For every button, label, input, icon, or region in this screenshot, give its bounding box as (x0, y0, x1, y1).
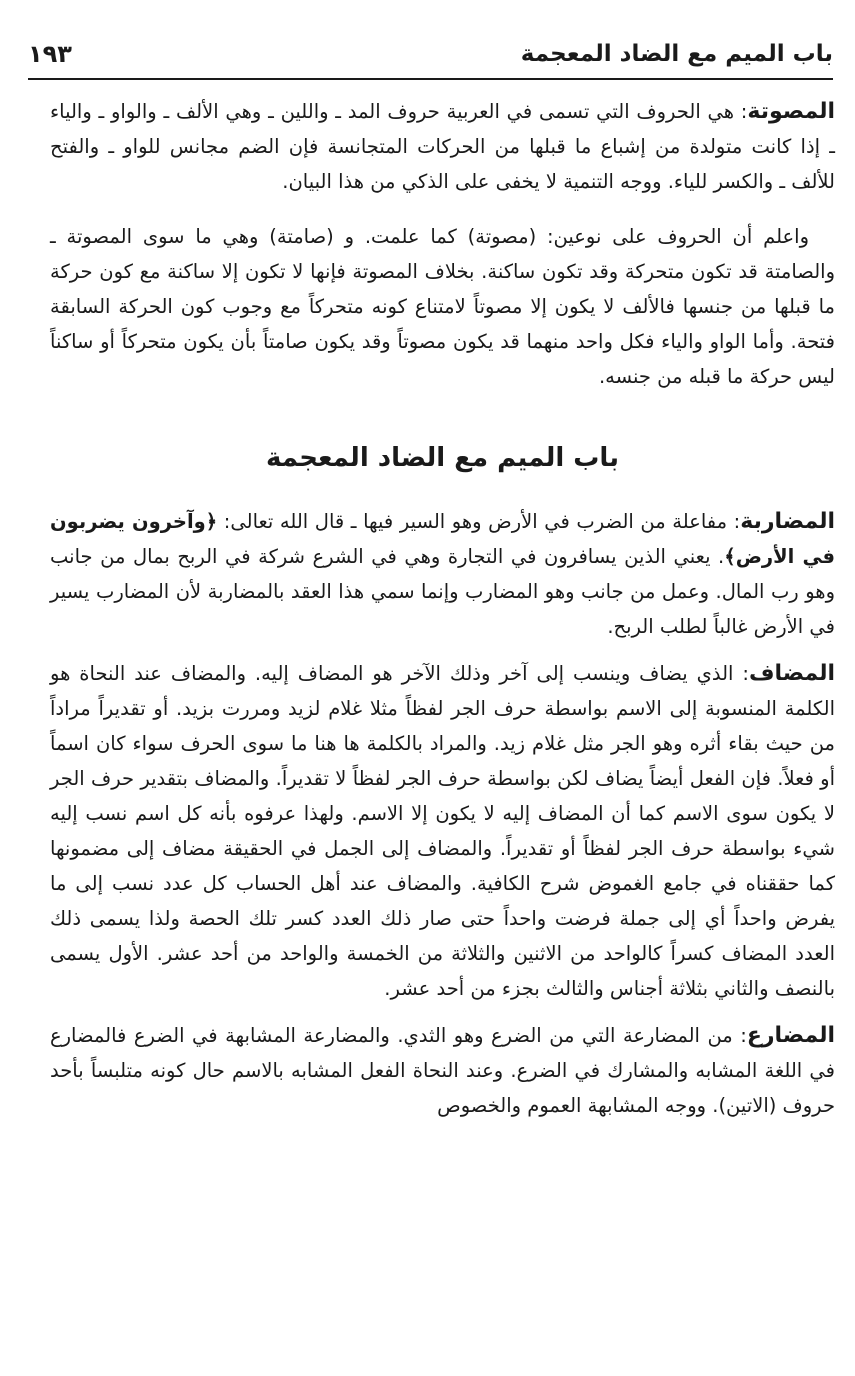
entry-mudaf (50, 656, 835, 1006)
quran-quote: ﴿وآخرون يضربون في الأرض﴾ (50, 510, 835, 568)
page-number: ١٩٣ (28, 40, 72, 68)
entry-term: المضاف (748, 661, 835, 686)
entry-mudari (50, 1018, 835, 1123)
paragraph-letters-types (50, 219, 835, 394)
entry-term: المضاربة (740, 509, 835, 534)
entry-text: : الذي يضاف وينسب إلى آخر وذلك الآخر هو المضاف إليه. والمضاف عند النحاة هو الكلمة المنسوبة إلى الاسم بواسطة حرف الجر لفظاً مثلا غلام لزيد ومررت بزيد. أو تقديراً مراداً من حيث بقاء أثره وهو الجر مثل غلام زيد. والمراد بالكلمة ها هنا ما سوى الحرف سواء كان اسماً أو فعلاً. فإن الفعل أيضاً يضاف لكن بواسطة حرف الجر لفظاً لا تقديراً. والمضاف بتقدير حرف الجر لا يكون سوى الاسم كما أن المضاف إليه لا يكون إلا الاسم. ولهذا عرفوه بأنه كل اسم نسب إليه شيء بواسطة حرف الجر لفظاً أو تقديراً. والمضاف إلى الجمل في الحقيقة مضاف إلى مضمونها كما حققناه في جامع الغموض شرح الكافية. والمضاف عند أهل الحساب كل عدد نسب إلى ما يفرض واحداً أي إلى جملة فرضت واحداً حتى صار ذلك العدد كسر تلك الحصة ولذا يسمى ذلك العدد المضاف كسراً كالواحد من الاثنين والثلاثة من الخمسة والواحد من أحد عشر. الأول يسمى بالنصف والثاني بثلاثة أجناس والثالث بجزء من أحد عشر. (50, 662, 835, 1000)
paragraph-text: واعلم أن الحروف على نوعين: (مصوتة) كما علمت. و (صامتة) وهي ما سوى المصوتة ـ والصامتة قد تكون متحركة وقد تكون ساكنة. بخلاف المصوتة فإنها لا تكون إلا ساكنة مع كون حركة ما قبلها من جنسها فالألف لا يكون إلا مصوتاً لامتناع كونه متحركاً مع وجوب كون الحركة السابقة فتحة. وأما الواو والياء فكل واحد منهما قد يكون مصوتاً وقد يكون صامتاً بأن يكون متحركاً أو ساكناً ليس حركة ما قبله من جنسه. (50, 225, 835, 388)
page-body (50, 94, 835, 1143)
entry-musawwita (50, 94, 835, 199)
entry-text: . يعني الذين يسافرون في التجارة وهي في الشرع شركة في الربح بمال من جانب وهو رب المال. وعمل من جانب وهو المضارب وإنما سمي هذا العقد بالمضاربة لأن المضارب يسير في الأرض غالباً لطلب الربح. (50, 545, 835, 638)
section-heading: باب الميم مع الضاد المعجمة (266, 443, 619, 473)
entry-text: : من المضارعة التي من الضرع وهو الثدي. والمضارعة المشابهة في الضرع فالمضارع في اللغة المشابه والمشارك في الضرع. وعند النحاة الفعل المشابه بالاسم حال كونه متلبساً بأحد حروف (الاتين). ووجه المشابهة العموم والخصوص (50, 1024, 835, 1117)
entry-term: المصوتة (747, 99, 835, 124)
entry-mudaraba (50, 504, 835, 644)
header-rule (28, 78, 833, 80)
running-header (28, 34, 833, 74)
running-title: باب الميم مع الضاد المعجمة (520, 41, 833, 67)
entry-term: المضارع (746, 1023, 835, 1048)
entry-text: : هي الحروف التي تسمى في العربية حروف المد ـ واللين ـ وهي الألف ـ والواو ـ والياء ـ إذا كانت متولدة من إشباع ما قبلها من الحركات المتجانسة فإن الضم مجانس للواو ـ والفتح للألف ـ والكسر للياء. ووجه التنمية لا يخفى على الذكي من هذا البيان. (50, 100, 835, 193)
entry-text: : مفاعلة من الضرب في الأرض وهو السير فيها ـ قال الله تعالى: (217, 510, 741, 533)
